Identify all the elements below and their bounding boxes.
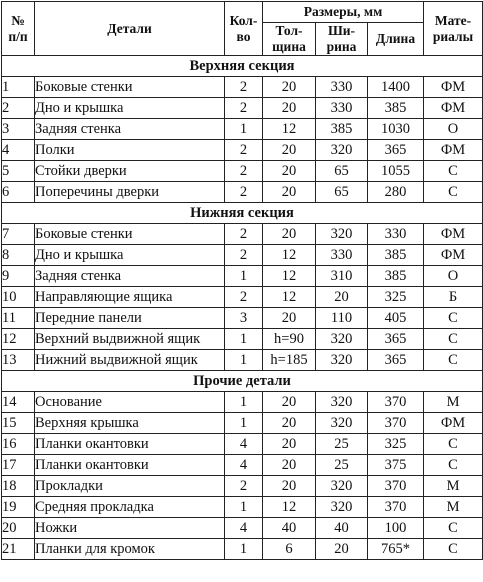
table-row <box>2 434 483 455</box>
part-name-cell: Полки <box>35 140 225 161</box>
section-title: Нижняя секция <box>2 203 483 224</box>
thickness-cell: 12 <box>263 287 316 308</box>
material-cell: С <box>424 539 483 560</box>
quantity-cell: 2 <box>225 77 263 98</box>
part-name-cell: Верхний выдвижной ящик <box>35 329 225 350</box>
width-cell: 25 <box>316 455 368 476</box>
material-cell: ФМ <box>424 98 483 119</box>
thickness-cell: h=185 <box>263 350 316 371</box>
quantity-cell: 1 <box>225 539 263 560</box>
thickness-cell: 20 <box>263 182 316 203</box>
width-cell: 320 <box>316 476 368 497</box>
material-cell: С <box>424 329 483 350</box>
quantity-cell: 2 <box>225 161 263 182</box>
row-number-cell: 10 <box>2 287 35 308</box>
part-name-cell: Дно и крышка <box>35 98 225 119</box>
row-number-cell: 4 <box>2 140 35 161</box>
material-cell: ФМ <box>424 245 483 266</box>
parts-document <box>1 1 482 560</box>
row-number-cell: 8 <box>2 245 35 266</box>
part-name-cell: Боковые стенки <box>35 224 225 245</box>
row-number-cell: 14 <box>2 392 35 413</box>
table-row <box>2 329 483 350</box>
part-name-cell: Передние панели <box>35 308 225 329</box>
part-name-cell: Задняя стенка <box>35 119 225 140</box>
width-cell: 20 <box>316 287 368 308</box>
width-cell: 310 <box>316 266 368 287</box>
row-number-cell: 1 <box>2 77 35 98</box>
width-cell: 320 <box>316 329 368 350</box>
part-name-cell: Поперечины дверки <box>35 182 225 203</box>
length-cell: 370 <box>368 476 424 497</box>
header-quantity: Кол- во <box>225 2 263 56</box>
thickness-cell: 6 <box>263 539 316 560</box>
length-cell: 405 <box>368 308 424 329</box>
width-cell: 330 <box>316 98 368 119</box>
length-cell: 370 <box>368 392 424 413</box>
material-cell: С <box>424 308 483 329</box>
length-cell: 330 <box>368 224 424 245</box>
quantity-cell: 1 <box>225 329 263 350</box>
parts-table <box>1 1 483 560</box>
quantity-cell: 1 <box>225 413 263 434</box>
material-cell: О <box>424 119 483 140</box>
quantity-cell: 2 <box>225 245 263 266</box>
header-thickness: Тол- щина <box>263 23 316 56</box>
row-number-cell: 20 <box>2 518 35 539</box>
row-number-cell: 16 <box>2 434 35 455</box>
quantity-cell: 1 <box>225 497 263 518</box>
width-cell: 385 <box>316 119 368 140</box>
length-cell: 325 <box>368 434 424 455</box>
length-cell: 370 <box>368 413 424 434</box>
quantity-cell: 3 <box>225 308 263 329</box>
table-row <box>2 350 483 371</box>
table-row <box>2 98 483 119</box>
quantity-cell: 1 <box>225 350 263 371</box>
table-row <box>2 518 483 539</box>
width-cell: 320 <box>316 224 368 245</box>
section-title: Верхняя секция <box>2 56 483 77</box>
table-row <box>2 140 483 161</box>
thickness-cell: 12 <box>263 497 316 518</box>
width-cell: 20 <box>316 539 368 560</box>
part-name-cell: Нижний выдвижной ящик <box>35 350 225 371</box>
material-cell: ФМ <box>424 140 483 161</box>
width-cell: 320 <box>316 497 368 518</box>
header-length: Длина <box>368 23 424 56</box>
section-title: Прочие детали <box>2 371 483 392</box>
material-cell: С <box>424 434 483 455</box>
table-row <box>2 266 483 287</box>
row-number-cell: 9 <box>2 266 35 287</box>
length-cell: 325 <box>368 287 424 308</box>
length-cell: 375 <box>368 455 424 476</box>
material-cell: С <box>424 518 483 539</box>
header-materials: Мате- риалы <box>424 2 483 56</box>
header-width: Ши- рина <box>316 23 368 56</box>
section-header-row <box>2 56 483 77</box>
row-number-cell: 12 <box>2 329 35 350</box>
table-row <box>2 308 483 329</box>
section-header-row <box>2 371 483 392</box>
part-name-cell: Боковые стенки <box>35 77 225 98</box>
width-cell: 330 <box>316 245 368 266</box>
quantity-cell: 1 <box>225 119 263 140</box>
material-cell: М <box>424 476 483 497</box>
part-name-cell: Планки для кромок <box>35 539 225 560</box>
width-cell: 320 <box>316 140 368 161</box>
material-cell: ФМ <box>424 77 483 98</box>
thickness-cell: 12 <box>263 245 316 266</box>
parts-table-body <box>2 56 483 560</box>
material-cell: Б <box>424 287 483 308</box>
quantity-cell: 2 <box>225 140 263 161</box>
length-cell: 765* <box>368 539 424 560</box>
table-row <box>2 413 483 434</box>
table-row <box>2 119 483 140</box>
width-cell: 65 <box>316 182 368 203</box>
part-name-cell: Планки окантовки <box>35 434 225 455</box>
length-cell: 365 <box>368 350 424 371</box>
header-row-top <box>2 2 483 23</box>
thickness-cell: h=90 <box>263 329 316 350</box>
length-cell: 1055 <box>368 161 424 182</box>
length-cell: 385 <box>368 98 424 119</box>
row-number-cell: 11 <box>2 308 35 329</box>
quantity-cell: 4 <box>225 455 263 476</box>
part-name-cell: Прокладки <box>35 476 225 497</box>
quantity-cell: 2 <box>225 287 263 308</box>
length-cell: 365 <box>368 140 424 161</box>
table-row <box>2 539 483 560</box>
table-row <box>2 392 483 413</box>
width-cell: 40 <box>316 518 368 539</box>
part-name-cell: Средняя прокладка <box>35 497 225 518</box>
row-number-cell: 19 <box>2 497 35 518</box>
row-number-cell: 15 <box>2 413 35 434</box>
table-row <box>2 497 483 518</box>
material-cell: М <box>424 497 483 518</box>
length-cell: 1030 <box>368 119 424 140</box>
width-cell: 25 <box>316 434 368 455</box>
thickness-cell: 20 <box>263 77 316 98</box>
thickness-cell: 20 <box>263 140 316 161</box>
row-number-cell: 3 <box>2 119 35 140</box>
thickness-cell: 20 <box>263 434 316 455</box>
quantity-cell: 2 <box>225 98 263 119</box>
length-cell: 385 <box>368 245 424 266</box>
material-cell: С <box>424 350 483 371</box>
table-row <box>2 224 483 245</box>
thickness-cell: 20 <box>263 455 316 476</box>
part-name-cell: Планки окантовки <box>35 455 225 476</box>
table-row <box>2 455 483 476</box>
thickness-cell: 12 <box>263 266 316 287</box>
quantity-cell: 2 <box>225 182 263 203</box>
row-number-cell: 6 <box>2 182 35 203</box>
width-cell: 65 <box>316 161 368 182</box>
width-cell: 320 <box>316 413 368 434</box>
material-cell: ФМ <box>424 224 483 245</box>
quantity-cell: 2 <box>225 476 263 497</box>
row-number-cell: 7 <box>2 224 35 245</box>
quantity-cell: 1 <box>225 392 263 413</box>
width-cell: 110 <box>316 308 368 329</box>
header-sizes: Размеры, мм <box>263 2 424 23</box>
table-row <box>2 476 483 497</box>
thickness-cell: 20 <box>263 224 316 245</box>
material-cell: С <box>424 161 483 182</box>
quantity-cell: 4 <box>225 518 263 539</box>
row-number-cell: 17 <box>2 455 35 476</box>
part-name-cell: Дно и крышка <box>35 245 225 266</box>
length-cell: 280 <box>368 182 424 203</box>
row-number-cell: 18 <box>2 476 35 497</box>
material-cell: С <box>424 455 483 476</box>
table-row <box>2 287 483 308</box>
row-number-cell: 21 <box>2 539 35 560</box>
part-name-cell: Направляющие ящика <box>35 287 225 308</box>
material-cell: О <box>424 266 483 287</box>
width-cell: 320 <box>316 350 368 371</box>
thickness-cell: 20 <box>263 308 316 329</box>
table-row <box>2 182 483 203</box>
section-header-row <box>2 203 483 224</box>
thickness-cell: 20 <box>263 476 316 497</box>
thickness-cell: 12 <box>263 119 316 140</box>
row-number-cell: 2 <box>2 98 35 119</box>
quantity-cell: 1 <box>225 266 263 287</box>
width-cell: 330 <box>316 77 368 98</box>
part-name-cell: Стойки дверки <box>35 161 225 182</box>
row-number-cell: 5 <box>2 161 35 182</box>
part-name-cell: Задняя стенка <box>35 266 225 287</box>
length-cell: 370 <box>368 497 424 518</box>
thickness-cell: 20 <box>263 392 316 413</box>
header-details: Детали <box>35 2 225 56</box>
length-cell: 365 <box>368 329 424 350</box>
quantity-cell: 4 <box>225 434 263 455</box>
header-number: № п/п <box>2 2 35 56</box>
thickness-cell: 20 <box>263 413 316 434</box>
thickness-cell: 20 <box>263 98 316 119</box>
row-number-cell: 13 <box>2 350 35 371</box>
length-cell: 1400 <box>368 77 424 98</box>
thickness-cell: 40 <box>263 518 316 539</box>
length-cell: 100 <box>368 518 424 539</box>
part-name-cell: Верхняя крышка <box>35 413 225 434</box>
width-cell: 320 <box>316 392 368 413</box>
material-cell: М <box>424 392 483 413</box>
material-cell: ФМ <box>424 413 483 434</box>
quantity-cell: 2 <box>225 224 263 245</box>
length-cell: 385 <box>368 266 424 287</box>
part-name-cell: Ножки <box>35 518 225 539</box>
table-row <box>2 245 483 266</box>
table-row <box>2 161 483 182</box>
material-cell: С <box>424 182 483 203</box>
table-row <box>2 77 483 98</box>
part-name-cell: Основание <box>35 392 225 413</box>
thickness-cell: 20 <box>263 161 316 182</box>
